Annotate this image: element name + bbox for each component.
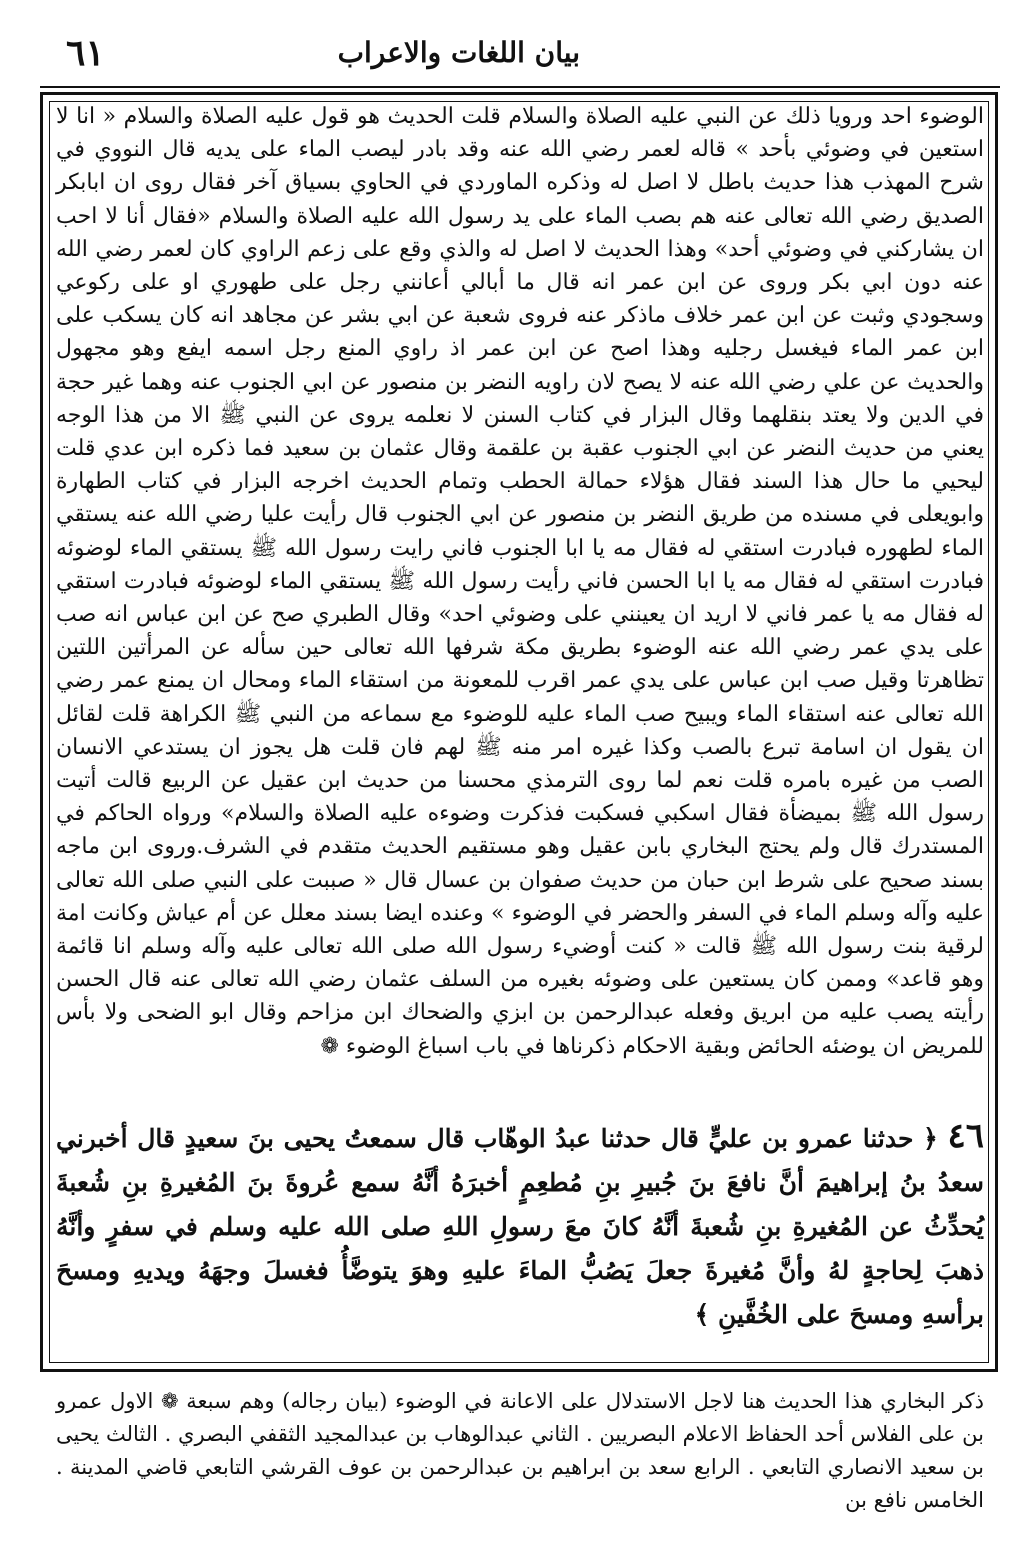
hadith-block [56,1114,984,1364]
narrators-notes [56,1385,984,1525]
notes-paragraph: ذكر البخاري هذا الحديث هنا لاجل الاستدلال على الاعانة في الوضوء (بيان رجاله) وهم سبعة ❁ الاول عمرو بن على الفلاس أحد الحفاظ الاعلام البصريين . الثاني عبدالوهاب بن عبدالمجيد الثقفي البصري . الثالث يحيى بن سعيد الانصاري التابعي . الرابع سعد بن ابراهيم بن عبدالرحمن بن عوف القرشي التابعي قاضي المدينة . الخامس نافع بن [56,1389,984,1512]
commentary-paragraph: الوضوء احد ورويا ذلك عن النبي عليه الصلاة والسلام قلت الحديث هو قول عليه الصلاة والسلام « انا لا استعين في وضوئي بأحد » قاله لعمر رضي الله عنه وقد بادر ليصب الماء على يديه قال النووي في شرح المهذب هذا حديث باطل لا اصل له وذكره الماوردي في الحاوي بسياق آخر فقال روى ان ابابكر الصديق رضي الله تعالى عنه هم بصب الماء على يد رسول الله عليه الصلاة والسلام «فقال أنا لا احب ان يشاركني في وضوئي أحد» وهذا الحديث لا اصل له والذي وقع على زعم الراوي كان لعمر رضي الله عنه دون ابي بكر وروى عن ابن عمر انه قال ما أبالي أعانني رجل على طهوري او على ركوعي وسجودي وثبت عن ابن عمر خلاف ماذكر عنه فروى شعبة عن ابي بشر عن مجاهد انه كان يسكب على ابن عمر الماء فيغسل رجليه وهذا اصح عن ابن عمر اذ راوي المنع رجل اسمه ايفع وهو مجهول والحديث عن علي رضي الله عنه لا يصح لان راويه النضر بن منصور عن ابي الجنوب عنه وهما غير حجة في الدين ولا يعتد بنقلهما وقال البزار في كتاب السنن لا نعلمه يروى عن النبي ﷺ الا من هذا الوجه يعني من حديث النضر عن ابي الجنوب عقبة بن علقمة وقال عثمان بن سعيد فما ذكره ابن عدي قلت ليحيي ما حال هذا السند فقال هؤلاء حمالة الحطب وتمام الحديث اخرجه البزار في كتاب الطهارة وابويعلى في مسنده من طريق النضر بن منصور عن ابي الجنوب قال رأيت عليا رضي الله عنه يستقي الماء لطهوره فبادرت استقي له فقال مه يا ابا الجنوب فاني رايت رسول الله ﷺ يستقي الماء لوضوئه فبادرت استقي له فقال مه يا ابا الحسن فاني رأيت رسول الله ﷺ يستقي الماء لوضوئه فبادرت استقي له فقال مه يا عمر فاني لا اريد ان يعينني على وضوئي احد» وقال الطبري صح عن ابن عباس انه صب على يدي عمر رضي الله عنه الوضوء بطريق مكة شرفها الله تعالى حين سأله عن المرأتين اللتين تظاهرتا وقيل صب ابن عباس على يدي عمر اقرب للمعونة من استقاء الماء ومحال ان يمنع عمر رضي الله تعالى عنه استقاء الماء ويبيح صب الماء عليه للوضوء مع سماعه من النبي ﷺ الكراهة قلت لقائل ان يقول ان اسامة تبرع بالصب وكذا غيره امر منه ﷺ لهم فان قلت هل يجوز ان يستدعي الانسان الصب من غيره بامره قلت نعم لما روى الترمذي محسنا من حديث ابن عقيل عن الربيع قالت أتيت رسول الله ﷺ بميضأة فقال اسكبي فسكبت فذكرت وضوءه عليه الصلاة والسلام» ورواه الحاكم في المستدرك قال ولم يحتج البخاري بابن عقيل وهو مستقيم الحديث متقدم في الشرف.وروى ابن ماجه بسند صحيح على شرط ابن حبان من حديث صفوان بن عسال قال « صببت على النبي صلى الله تعالى عليه وآله وسلم الماء في السفر والحضر في الوضوء » وعنده ايضا بسند معلل عن أم عياش وكانت امة لرقية بنت رسول الله ﷺ قالت « كنت أوضيء رسول الله صلى الله تعالى عليه وآله وسلم انا قائمة وهو قاعد» وممن كان يستعين على وضوئه بغيره من السلف عثمان رضي الله تعالى عنه قال الحسن رأيته يصب عليه من ابريق وفعله عبدالرحمن بن ابزي والضحاك ابن مزاحم وقال ابو الضحى ولا بأس للمريض ان يوضئه الحائض وبقية الاحكام ذكرناها في باب اسباغ الوضوء ❁ [56,104,985,1059]
hadith-paragraph [56,1114,984,1337]
page-header [40,30,1000,80]
hadith-text: ﴿ حدثنا عمرو بن عليٍّ قال حدثنا عبدُ الوهّاب قال سمعتُ يحيى بنَ سعيدٍ قال أخبرني سعدُ بنُ إبراهيمَ أنَّ نافعَ بنَ جُبيرِ بنِ مُطعِمٍ أخبرَهُ أنَّهُ سمع عُروةَ بنَ المُغيرةِ بنِ شُعبةَ يُحدِّثُ عن المُغيرةِ بنِ شُعبةَ أنَّهُ كانَ معَ رسولِ اللهِ صلى الله عليه وسلم في سفرٍ وأنَّهُ ذهبَ لِحاجةٍ لهُ وأنَّ مُغيرةَ جعلَ يَصُبُّ الماءَ عليهِ وهوَ يتوضَّأُ فغسلَ وجهَهُ ويديهِ ومسحَ برأسهِ ومسحَ على الخُفَّينِ ﴾ [56,1124,984,1329]
commentary-text-block [56,100,984,1105]
page-number: ٦١ [66,32,105,74]
running-title: بيان اللغات والاعراب [337,36,580,69]
hadith-number: ٤٦ [947,1116,984,1156]
header-rule [40,86,1000,88]
